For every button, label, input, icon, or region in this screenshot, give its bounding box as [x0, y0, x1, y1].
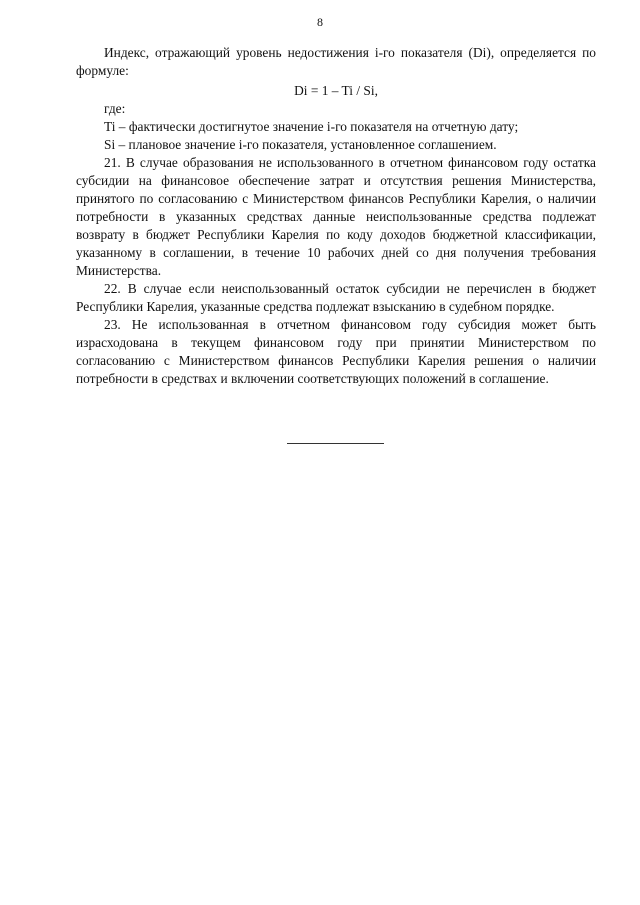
clause-21: 21. В случае образования не использованного в отчетном финансовом году остатка субсидии на финансовое обеспечение затрат и отсутствия решения Министерства, принятого по согласованию с Министерством финансов Республики Карелия, о наличии потребности в указанных средствах данные неиспользованные средства подлежат возврату в бюджет Республики Карелия по коду доходов бюджетной классификации, указанному в соглашении, в течение 10 рабочих дней со дня получения требования Министерства.: [76, 155, 596, 278]
page-number: 8: [317, 15, 323, 29]
end-separator-line: [287, 443, 384, 444]
document-body: [76, 44, 596, 388]
ti-definition: Ti – фактически достигнутое значение i-го показателя на отчетную дату;: [104, 119, 519, 134]
clause-23: 23. Не использованная в отчетном финансовом году субсидия может быть израсходована в текущем финансовом году при принятии Министерством по согласованию с Министерством финансов Республики Карелия решения о наличии потребности в средствах и включении соответствующих положений в соглашение.: [76, 317, 596, 386]
where-label: где:: [104, 101, 126, 116]
clause-22: 22. В случае если неиспользованный остаток субсидии не перечислен в бюджет Республики Карелия, указанные средства подлежат взысканию в судебном порядке.: [76, 281, 596, 314]
formula: Di = 1 – Ti / Si,: [294, 83, 378, 98]
si-definition: Si – плановое значение i-го показателя, установленное соглашением.: [104, 137, 497, 152]
index-intro-paragraph: Индекс, отражающий уровень недостижения i-го показателя (Di), определяется по формуле:: [76, 45, 596, 78]
